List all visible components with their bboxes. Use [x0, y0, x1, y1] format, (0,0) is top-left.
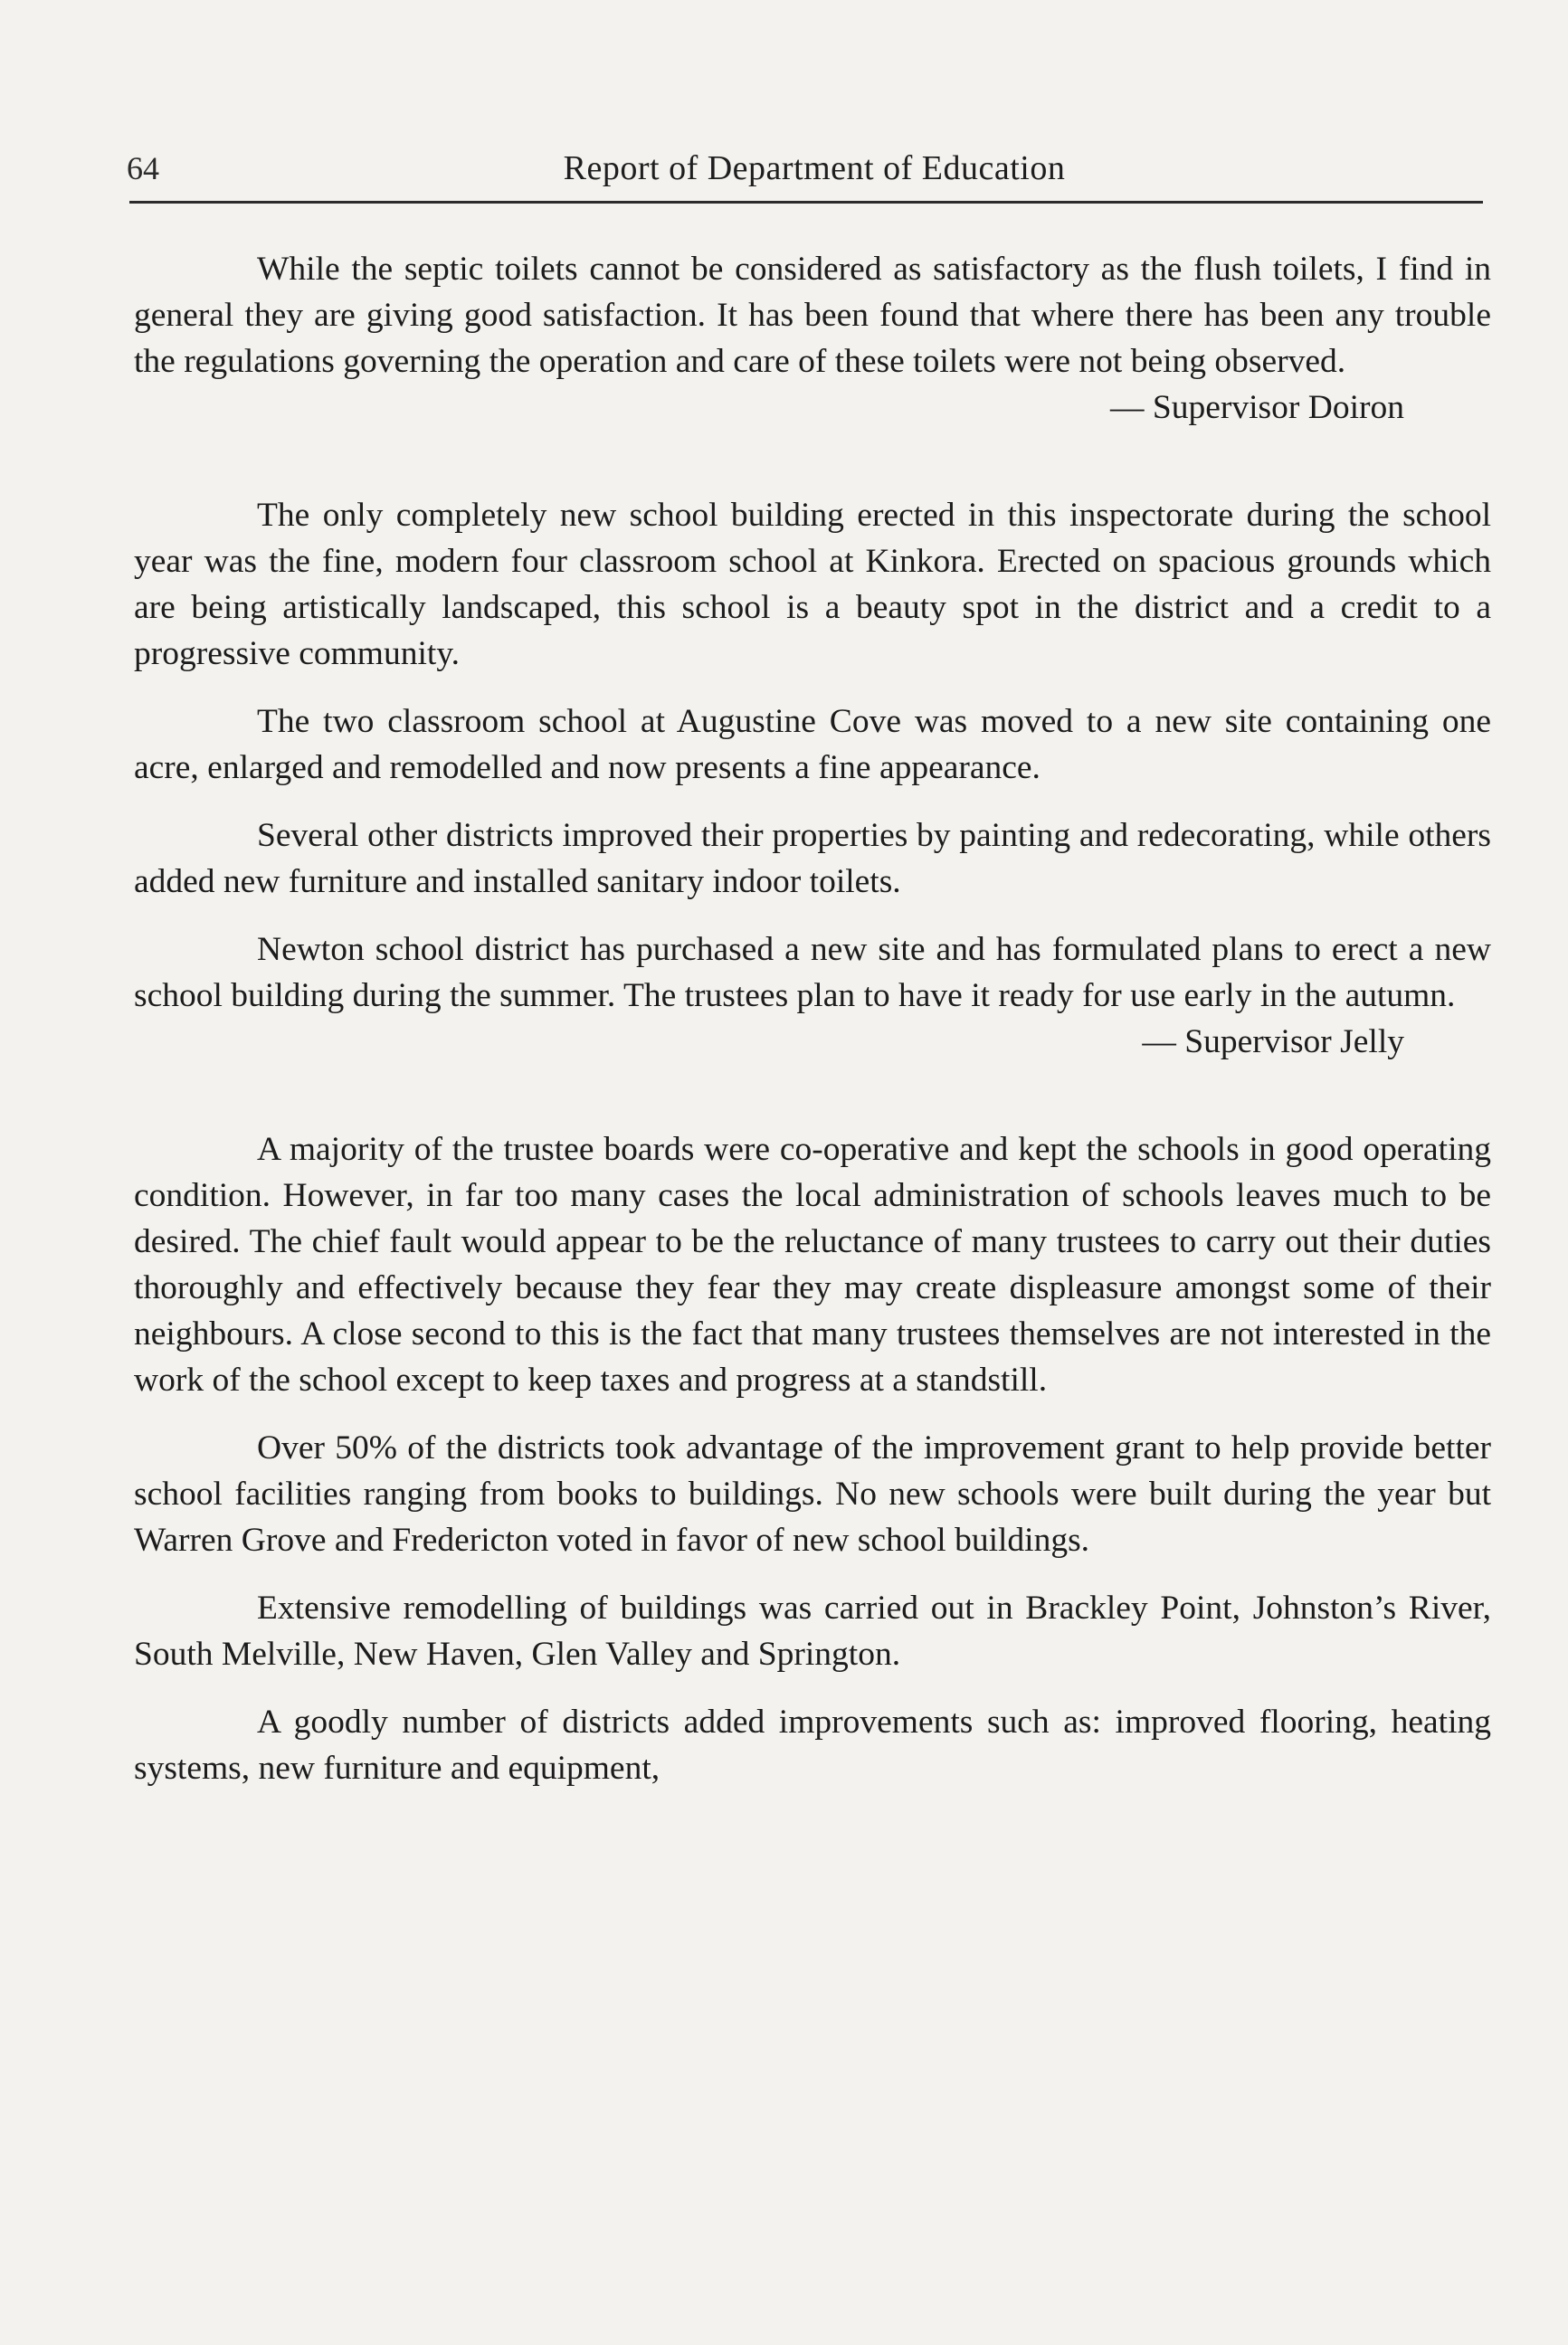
- paragraph: Over 50% of the districts took advantage of the improvement grant to help provide better school facilities ranging from books to buildings. No new schools were built during the year but Warren Grove and Fredericton voted in favor of new school buildings.: [134, 1429, 1491, 1559]
- header-rule: [129, 201, 1483, 204]
- paragraph: The two classroom school at Augustine Cove was moved to a new site containing one acre, enlarged and remodelled and now presents a fine appearance.: [134, 703, 1491, 786]
- signature-jelly: — Supervisor Jelly: [1142, 1023, 1404, 1060]
- signature-doiron: — Supervisor Doiron: [1110, 389, 1404, 426]
- body-text: [134, 246, 1491, 1813]
- paragraph: The only completely new school building erected in this inspectorate during the school year was the fine, modern four classroom school at Kinkora. Erected on spacious grounds which are being artistically landscaped, this school is a beauty spot in the district and a credit to a progressive community.: [134, 497, 1491, 672]
- running-head: Report of Department of Education: [563, 149, 1066, 187]
- paragraph: Several other districts improved their properties by painting and redecorating, while others added new furniture and installed sanitary indoor toilets.: [134, 817, 1491, 900]
- page-header: [127, 143, 1484, 194]
- paragraph: A goodly number of districts added improvements such as: improved flooring, heating systems, new furniture and equipment,: [134, 1704, 1491, 1787]
- page-number: 64: [127, 150, 159, 186]
- paragraph: While the septic toilets cannot be considered as satisfactory as the flush toilets, I find in general they are giving good satisfaction. It has been found that where there has been any trouble the regulations governing the operation and care of these toilets were not being observed.: [134, 251, 1491, 380]
- paragraph: Extensive remodelling of buildings was carried out in Brackley Point, Johnston’s River, South Melville, New Haven, Glen Valley and Springton.: [134, 1590, 1491, 1673]
- paragraph: A majority of the trustee boards were co-operative and kept the schools in good operating condition. However, in far too many cases the local administration of schools leaves much to be desired. The chief fault would appear to be the reluctance of many trustees to carry out their duties thoroughly and effectively because they fear they may create displeasure amongst some of their neighbours. A close second to this is the fact that many trustees themselves are not interested in the work of the school except to keep taxes and progress at a standstill.: [134, 1131, 1491, 1399]
- paragraph: Newton school district has purchased a new site and has formulated plans to erect a new school building during the summer. The trustees plan to have it ready for use early in the autumn.: [134, 931, 1491, 1014]
